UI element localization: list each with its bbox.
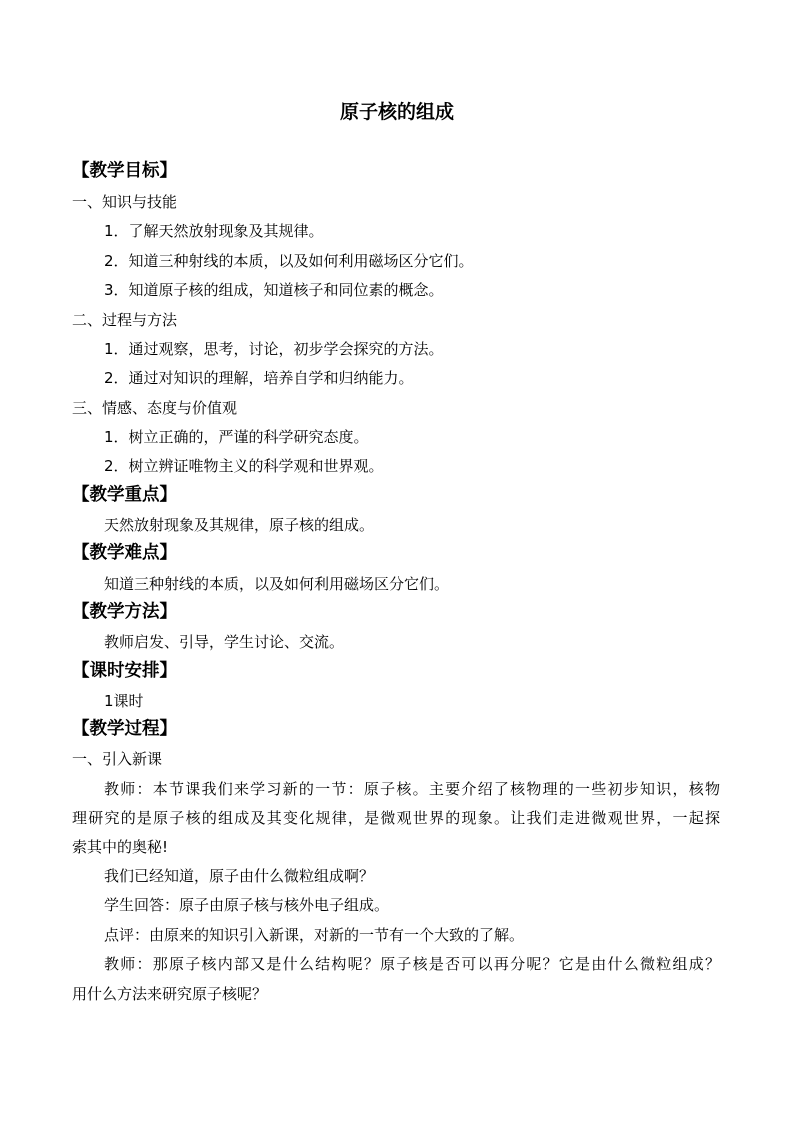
list-item: 1．树立正确的，严谨的科学研究态度。 <box>104 428 369 446</box>
methods-text: 教师启发、引导，学生讨论、交流。 <box>104 633 345 651</box>
heading-process: 【教学过程】 <box>72 719 177 739</box>
list-item: 3．知道原子核的组成，知道核子和同位素的概念。 <box>104 281 444 299</box>
list-item: 2．知道三种射线的本质，以及如何利用磁场区分它们。 <box>104 252 474 270</box>
heading-schedule: 【课时安排】 <box>72 661 177 681</box>
paragraph: 学生回答：原子由原子核与核外电子组成。 <box>104 896 390 914</box>
paragraph: 点评：由原来的知识引入新课，对新的一节有一个大致的了解。 <box>104 926 525 944</box>
difficulties-text: 知道三种射线的本质，以及如何利用磁场区分它们。 <box>104 575 450 593</box>
list-item: 1．了解天然放射现象及其规律。 <box>104 222 324 240</box>
paragraph-line: 索其中的奥秘! <box>72 838 169 856</box>
heading-teaching-goals: 【教学目标】 <box>72 161 177 181</box>
paragraph-line: 教师：那原子核内部又是什么结构呢？原子核是否可以再分呢？它是由什么微粒组成？ <box>104 955 720 973</box>
key-points-text: 天然放射现象及其规律，原子核的组成。 <box>104 516 375 534</box>
list-item: 1．通过观察，思考，讨论，初步学会探究的方法。 <box>104 340 444 358</box>
section-emotion-values: 三、情感、态度与价值观 <box>72 399 238 417</box>
section-knowledge-skills: 一、知识与技能 <box>72 193 178 211</box>
heading-difficulties: 【教学难点】 <box>72 543 177 563</box>
list-item: 2．通过对知识的理解，培养自学和归纳能力。 <box>104 369 414 387</box>
heading-key-points: 【教学重点】 <box>72 485 177 505</box>
list-item: 2．树立辨证唯物主义的科学观和世界观。 <box>104 457 384 475</box>
paragraph-line: 用什么方法来研究原子核呢？ <box>72 985 268 1003</box>
section-intro: 一、引入新课 <box>72 750 163 768</box>
document-title: 原子核的组成 <box>339 101 454 123</box>
paragraph: 我们已经知道，原子由什么微粒组成啊？ <box>104 867 375 885</box>
schedule-text: 1课时 <box>104 692 144 710</box>
heading-methods: 【教学方法】 <box>72 602 177 622</box>
paragraph-line: 理研究的是原子核的组成及其变化规律，是微观世界的现象。让我们走进微观世界，一起探 <box>72 809 720 827</box>
paragraph-line: 教师：本节课我们来学习新的一节：原子核。主要介绍了核物理的一些初步知识，核物 <box>104 780 720 798</box>
section-process-method: 二、过程与方法 <box>72 311 178 329</box>
